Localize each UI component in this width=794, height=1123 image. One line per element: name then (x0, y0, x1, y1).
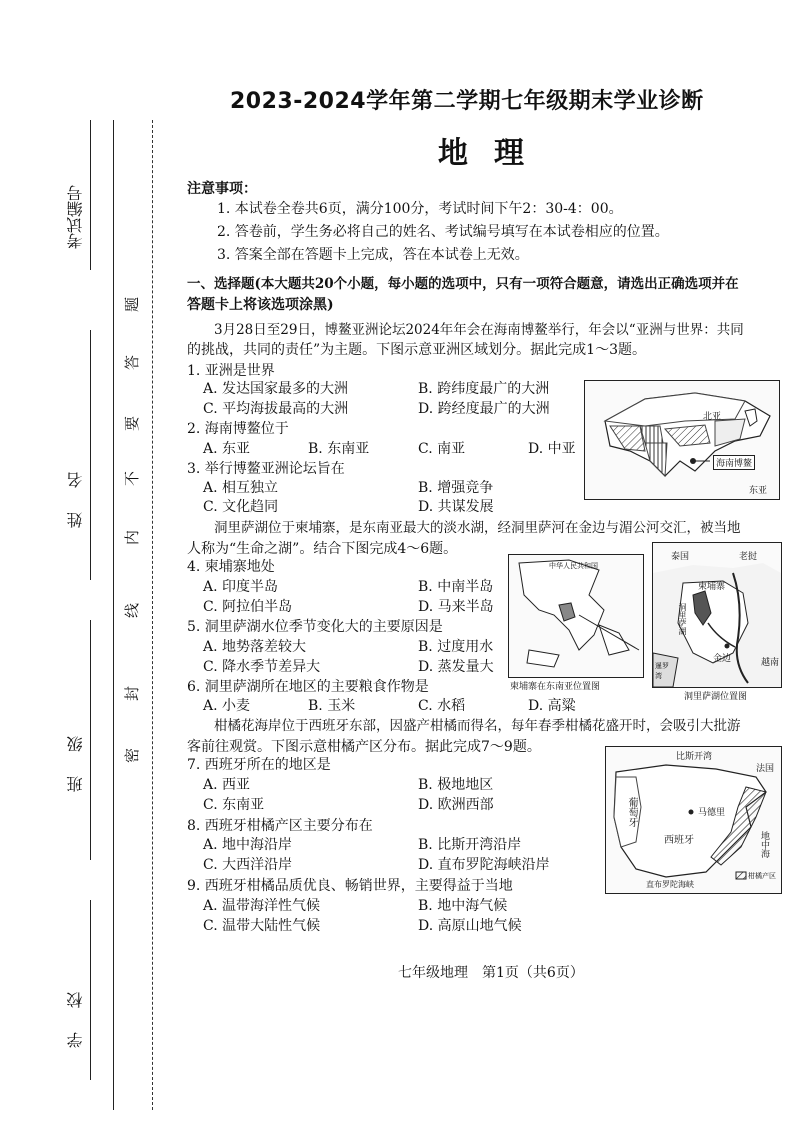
map-label-tonle-sap: 洞里萨湖 (678, 603, 687, 635)
option-b: B. 跨纬度最广的大洲 (418, 381, 550, 397)
name-blank[interactable] (90, 330, 91, 580)
option-d: D. 直布罗陀海峡沿岸 (418, 857, 550, 873)
map-label-mediterranean: 地中海 (759, 831, 769, 858)
option-a: A. 小麦 (203, 698, 251, 714)
question-stem: 2. 海南博鳌位于 (187, 421, 289, 437)
map-label-china: 中华人民共和国 (549, 562, 598, 570)
page-footer: 七年级地理 第1页（共6页） (398, 965, 584, 981)
school-blank[interactable] (90, 900, 91, 1080)
asia-region-map (584, 380, 780, 500)
map-label-gibraltar: 直布罗陀海峡 (646, 880, 694, 889)
option-d: D. 共谋发展 (418, 499, 494, 515)
passage-text: 3月28日至29日，博鳌亚洲论坛2024年年会在海南博鳌举行，年会以“亚洲与世界：共同 (214, 322, 744, 338)
question-stem: 5. 洞里萨湖水位季节变化大的主要原因是 (187, 619, 443, 635)
map-label-hainan: 海南博鳌 (713, 455, 755, 470)
option-c: C. 文化趋同 (203, 499, 279, 515)
map-label-france: 法国 (756, 764, 775, 774)
binding-line-solid (113, 120, 114, 1110)
option-d: D. 高原山地气候 (418, 918, 522, 934)
map-label-north-asia: 北亚 (703, 412, 722, 422)
notice-item: 3. 答案全部在答题卡上完成，答在本试卷上无效。 (217, 247, 529, 263)
option-c: C. 阿拉伯半岛 (203, 599, 293, 615)
seal-word: 内 (123, 529, 142, 546)
exam-no-blank[interactable] (90, 120, 91, 270)
southeast-asia-map-graphic (509, 555, 643, 677)
question-stem: 6. 洞里萨湖所在地区的主要粮食作物是 (187, 679, 429, 695)
notice-item: 2. 答卷前，学生务必将自己的姓名、考试编号填写在本试卷相应的位置。 (217, 224, 669, 240)
option-a: A. 西亚 (203, 777, 251, 793)
option-c: C. 降水季节差异大 (203, 659, 321, 675)
option-b: B. 地中海气候 (418, 898, 508, 914)
notice-item: 1. 本试卷全卷共6页，满分100分，考试时间下午2：30-4：00。 (217, 201, 623, 217)
map-label-gulf: 暹罗湾 (655, 662, 669, 680)
question-stem: 1. 亚洲是世界 (187, 363, 275, 379)
class-label: 班级 (66, 712, 85, 792)
option-b: B. 玉米 (308, 698, 356, 714)
question-stem: 9. 西班牙柑橘品质优良、畅销世界，主要得益于当地 (187, 878, 513, 894)
notice-heading: 注意事项： (187, 181, 257, 197)
tonle-sap-map (652, 542, 782, 688)
name-label: 姓名 (66, 448, 85, 528)
subject-title: 地理 (438, 136, 550, 171)
option-b: B. 比斯开湾沿岸 (418, 837, 522, 853)
option-d: D. 马来半岛 (418, 599, 494, 615)
map-label-phnom-penh: 金边 (713, 654, 732, 664)
option-c: C. 东南亚 (203, 797, 265, 813)
option-b: B. 东南亚 (308, 441, 370, 457)
option-b: B. 过度用水 (418, 639, 494, 655)
map-label-biscay: 比斯开湾 (676, 752, 713, 762)
page-title: 2023-2024学年第二学期七年级期末学业诊断 (230, 89, 704, 114)
passage-text: 人称为“生命之湖”。结合下图完成4～6题。 (187, 541, 458, 557)
option-c: C. 水稻 (418, 698, 466, 714)
map-label-thailand: 泰国 (671, 552, 690, 562)
option-d: D. 中亚 (528, 441, 576, 457)
map-label-portugal: 葡萄牙 (626, 797, 637, 827)
option-b: B. 增强竞争 (418, 480, 494, 496)
binding-line-dashed (152, 120, 153, 1110)
map3-caption: 洞里萨湖位置图 (684, 692, 748, 702)
option-b: B. 中南半岛 (418, 579, 494, 595)
passage-text: 的挑战，共同的责任”为主题。下图示意亚洲区域划分。据此完成1～3题。 (187, 342, 646, 358)
seal-word: 封 (123, 685, 142, 702)
option-a: A. 地势落差较大 (203, 639, 307, 655)
option-d: D. 跨经度最广的大洲 (418, 401, 550, 417)
asia-map-graphic (585, 381, 779, 499)
option-d: D. 蒸发量大 (418, 659, 494, 675)
option-c: C. 平均海拔最高的大洲 (203, 401, 349, 417)
spain-citrus-map (605, 746, 782, 894)
southeast-asia-map (508, 554, 644, 678)
option-a: A. 地中海沿岸 (203, 837, 293, 853)
option-a: A. 相互独立 (203, 480, 279, 496)
seal-word: 题 (123, 296, 142, 313)
passage-text: 洞里萨湖位于柬埔寨，是东南亚最大的淡水湖，经洞里萨河在金边与湄公河交汇，被当地 (214, 520, 741, 536)
map-legend-citrus: 柑橘产区 (748, 872, 776, 880)
option-d: D. 欧洲西部 (418, 797, 494, 813)
option-c: C. 大西洋沿岸 (203, 857, 293, 873)
question-stem: 4. 柬埔寨地处 (187, 559, 275, 575)
seal-word: 不 (123, 470, 142, 487)
map-label-spain: 西班牙 (664, 835, 694, 846)
map-label-laos: 老挝 (739, 552, 758, 562)
class-blank[interactable] (90, 620, 91, 860)
seal-word: 答 (123, 354, 142, 371)
option-a: A. 印度半岛 (203, 579, 279, 595)
question-stem: 7. 西班牙所在的地区是 (187, 757, 331, 773)
seal-word: 线 (123, 602, 142, 619)
map2-caption: 柬埔寨在东南亚位置图 (510, 682, 601, 692)
seal-word: 密 (123, 747, 142, 764)
map-label-east-asia: 东亚 (749, 486, 768, 496)
school-label: 学校 (66, 968, 85, 1048)
option-a: A. 温带海洋性气候 (203, 898, 321, 914)
map-label-cambodia: 柬埔寨 (698, 582, 726, 592)
option-c: C. 温带大陆性气候 (203, 918, 321, 934)
section-heading: 一、选择题(本大题共20个小题，每小题的选项中，只有一项符合题意，请选出正确选项并在 (187, 276, 739, 292)
option-b: B. 极地地区 (418, 777, 494, 793)
question-stem: 8. 西班牙柑橘产区主要分布在 (187, 818, 373, 834)
option-d: D. 高粱 (528, 698, 576, 714)
seal-word: 要 (123, 415, 142, 432)
map-label-vietnam: 越南 (761, 658, 780, 668)
map-label-madrid: 马德里 (698, 808, 726, 818)
option-c: C. 南亚 (418, 441, 466, 457)
option-a: A. 发达国家最多的大洲 (203, 381, 349, 397)
passage-text: 柑橘花海岸位于西班牙东部，因盛产柑橘而得名，每年春季柑橘花盛开时，会吸引大批游 (214, 718, 741, 734)
question-stem: 3. 举行博鳌亚洲论坛旨在 (187, 461, 345, 477)
option-a: A. 东亚 (203, 441, 251, 457)
section-heading: 答题卡上将该选项涂黑) (187, 297, 334, 313)
exam-no-label: 考试编号 (66, 185, 85, 249)
passage-text: 客前往观赏。下图示意柑橘产区分布。据此完成7～9题。 (187, 739, 541, 755)
